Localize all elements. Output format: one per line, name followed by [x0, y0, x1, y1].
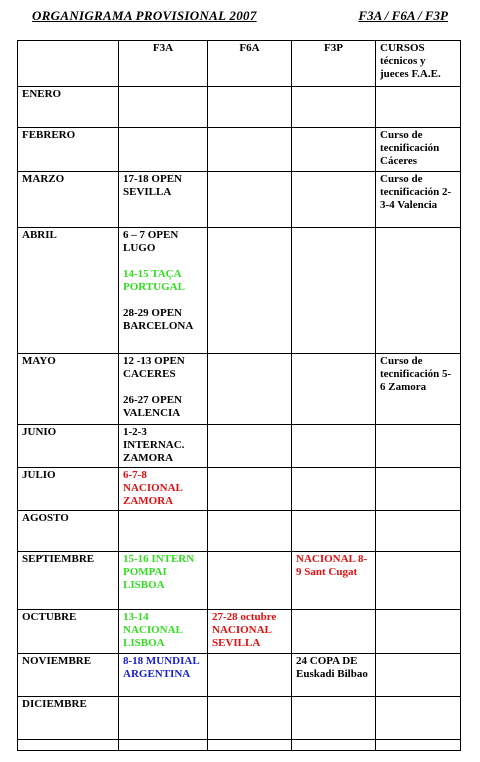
schedule-table: [17, 40, 461, 751]
event-entry: NACIONAL 8-9 Sant Cugat: [296, 553, 368, 578]
month-cell: ABRIL: [18, 228, 119, 354]
event-entry: 6-7-8 NACIONAL ZAMORA: [123, 469, 183, 507]
month-cell: AGOSTO: [18, 511, 119, 552]
month-cell: JUNIO: [18, 425, 119, 468]
f3p-cell: [292, 425, 376, 468]
f3a-cell: [119, 697, 208, 740]
cursos-cell: [376, 468, 461, 511]
cursos-cell: [376, 172, 461, 228]
table-row: [18, 228, 461, 354]
event-entry: 15-16 INTERN POMPAI LISBOA: [123, 553, 195, 591]
f3a-cell: [119, 228, 208, 354]
f3p-cell: [292, 610, 376, 654]
cursos-cell: [376, 128, 461, 172]
column-header-f6a: F6A: [208, 41, 292, 87]
table-header-row: [18, 41, 461, 87]
event-entry: 8-18 MUNDIAL ARGENTINA: [123, 655, 200, 680]
f6a-cell: [208, 552, 292, 610]
month-cell: FEBRERO: [18, 128, 119, 172]
f6a-cell: [208, 511, 292, 552]
f3a-cell: [119, 172, 208, 228]
event-entry: 13-14 NACIONAL LISBOA: [123, 611, 183, 649]
cursos-cell: [376, 511, 461, 552]
cursos-cell: [376, 740, 461, 751]
f6a-cell: [208, 172, 292, 228]
f3a-cell: [119, 425, 208, 468]
f3p-cell: [292, 552, 376, 610]
event-entry: 28-29 OPEN BARCELONA: [123, 307, 194, 332]
month-cell: SEPTIEMBRE: [18, 552, 119, 610]
table-row: [18, 697, 461, 740]
f3p-cell: [292, 354, 376, 425]
table-row: [18, 610, 461, 654]
event-entry: 6 – 7 OPEN LUGO: [123, 229, 179, 254]
f3a-cell: [119, 468, 208, 511]
f6a-cell: [208, 128, 292, 172]
table-row: [18, 740, 461, 751]
f3p-cell: [292, 511, 376, 552]
f3a-cell: [119, 354, 208, 425]
document-header: [32, 8, 448, 24]
cursos-cell: [376, 654, 461, 697]
table-row: [18, 87, 461, 128]
month-cell: MARZO: [18, 172, 119, 228]
f3a-cell: [119, 87, 208, 128]
f6a-cell: [208, 468, 292, 511]
cursos-cell: [376, 354, 461, 425]
f3a-cell: [119, 128, 208, 172]
column-header-f3a: F3A: [119, 41, 208, 87]
header-month-cell: [18, 41, 119, 87]
f6a-cell: [208, 610, 292, 654]
document-title: ORGANIGRAMA PROVISIONAL 2007: [32, 8, 257, 23]
table-row: [18, 511, 461, 552]
f3p-cell: [292, 172, 376, 228]
cursos-cell: [376, 228, 461, 354]
event-entry: Curso de tecnificación 5-6 Zamora: [380, 355, 452, 393]
month-cell: MAYO: [18, 354, 119, 425]
f3a-cell: [119, 740, 208, 751]
f3p-cell: [292, 468, 376, 511]
f3p-cell: [292, 654, 376, 697]
event-entry: 14-15 TAÇA PORTUGAL: [123, 268, 185, 293]
table-row: [18, 654, 461, 697]
category-label: F3A / F6A / F3P: [358, 8, 448, 23]
event-entry: 17-18 OPEN SEVILLA: [123, 173, 182, 198]
month-cell: DICIEMBRE: [18, 697, 119, 740]
table-row: [18, 354, 461, 425]
f3p-cell: [292, 228, 376, 354]
event-entry: 12 -13 OPEN CACERES: [123, 355, 185, 380]
f6a-cell: [208, 87, 292, 128]
f6a-cell: [208, 697, 292, 740]
cursos-cell: [376, 87, 461, 128]
cursos-cell: [376, 425, 461, 468]
month-cell: OCTUBRE: [18, 610, 119, 654]
month-cell: NOVIEMBRE: [18, 654, 119, 697]
f3p-cell: [292, 128, 376, 172]
table-row: [18, 128, 461, 172]
month-cell: [18, 740, 119, 751]
event-entry: 27-28 octubre NACIONAL SEVILLA: [212, 611, 277, 649]
table-row: [18, 468, 461, 511]
f3p-cell: [292, 740, 376, 751]
cursos-cell: [376, 697, 461, 740]
month-cell: ENERO: [18, 87, 119, 128]
f3p-cell: [292, 697, 376, 740]
table-row: [18, 425, 461, 468]
f6a-cell: [208, 740, 292, 751]
f3p-cell: [292, 87, 376, 128]
event-entry: Curso de tecnificación Cáceres: [380, 129, 440, 167]
table-row: [18, 552, 461, 610]
cursos-cell: [376, 552, 461, 610]
f6a-cell: [208, 228, 292, 354]
f6a-cell: [208, 654, 292, 697]
month-cell: JULIO: [18, 468, 119, 511]
f3a-cell: [119, 511, 208, 552]
event-entry: 26-27 OPEN VALENCIA: [123, 394, 182, 419]
table-row: [18, 172, 461, 228]
f3a-cell: [119, 552, 208, 610]
f3a-cell: [119, 610, 208, 654]
cursos-cell: [376, 610, 461, 654]
column-header-cursos: CURSOS técnicos y jueces F.A.E.: [376, 41, 461, 87]
event-entry: 24 COPA DE Euskadi Bilbao: [296, 655, 368, 680]
f6a-cell: [208, 425, 292, 468]
event-entry: 1-2-3 INTERNAC. ZAMORA: [123, 426, 185, 464]
event-entry: Curso de tecnificación 2-3-4 Valencia: [380, 173, 452, 211]
f3a-cell: [119, 654, 208, 697]
f6a-cell: [208, 354, 292, 425]
column-header-f3p: F3P: [292, 41, 376, 87]
